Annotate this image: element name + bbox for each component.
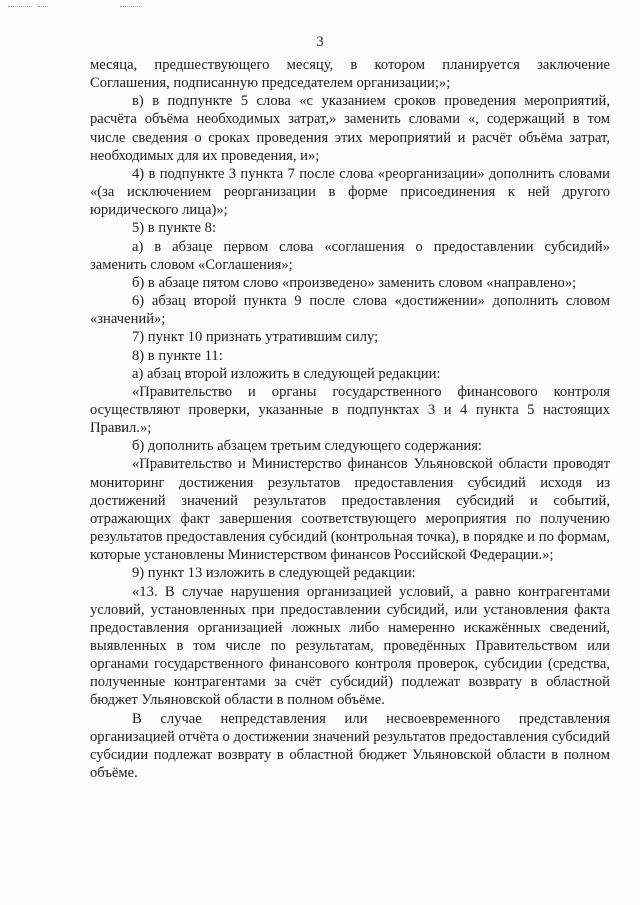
page-number: 3 [316, 34, 324, 50]
paragraph: 4) в подпункте 3 пункта 7 после слова «реорганизации» дополнить словами «(за исключением реорганизации в форме присоединения к ней другого юридического лица)»; [90, 165, 610, 219]
paragraph: «13. В случае нарушения организацией условий, а равно контрагентами условий, установленных при предоставлении субсидий, или установления факта предоставления организацией ложных либо намеренно искажённых сведений, выявленных в том числе по результатам, проведённых Правительством или органами государственного финансового контроля проверок, субсидии (средства, полученные контрагентами за счёт субсидий) подлежат возврату в областной бюджет Ульяновской области в полном объёме. [90, 583, 610, 709]
paragraph: в) в подпункте 5 слова «с указанием сроков проведения мероприятий, расчёта объёма необходимых затрат,» заменить словами «, содержащий в том числе сведения о сроках проведения этих мероприятий и расчёт объёма затрат, необходимых для их проведения, и»; [90, 93, 610, 164]
document-body [90, 56, 610, 782]
paragraph: 5) в пункте 8: [132, 220, 217, 237]
paragraph: б) дополнить абзацем третьим следующего содержания: [132, 438, 482, 455]
paragraph: 6) абзац второй пункта 9 после слова «достижении» дополнить словом «значений»; [90, 293, 610, 328]
paragraph: «Правительство и Министерство финансов Ульяновской области проводят мониторинг достижения результатов предоставления субсидий исходя из достижений значений результатов предоставления субсидий и событий, отражающих факт завершения соответствующего мероприятия по получению результатов предоставления субсидий (контрольная точка), в порядке и по формам, которые установлены Министерством финансов Российской Федерации.»; [90, 456, 610, 564]
paragraph: а) в абзаце первом слова «соглашения о предоставлении субсидий» заменить словом «Соглашения»; [90, 238, 610, 273]
paragraph: 9) пункт 13 изложить в следующей редакции: [132, 565, 416, 582]
paragraph: 7) пункт 10 признать утратившим силу; [132, 329, 379, 346]
paragraph: В случае непредставления или несвоевременного представления организацией отчёта о достижении значений результатов предоставления субсидий субсидии подлежат возврату в областной бюджет Ульяновской области в полном объёме. [90, 710, 610, 782]
paragraph: 8) в пункте 11: [132, 347, 223, 364]
paragraph: б) в абзаце пятом слово «произведено» заменить словом «направлено»; [132, 274, 577, 291]
paragraph: а) абзац второй изложить в следующей редакции: [132, 365, 441, 382]
scan-edge-marks [0, 6, 640, 12]
paragraph: «Правительство и органы государственного финансового контроля осуществляют проверки, указанные в подпунктах 3 и 4 пункта 5 настоящих Правил.»; [90, 383, 610, 437]
paragraph: месяца, предшествующего месяцу, в котором планируется заключение Соглашения, подписанную председателем организации;»; [90, 57, 610, 92]
